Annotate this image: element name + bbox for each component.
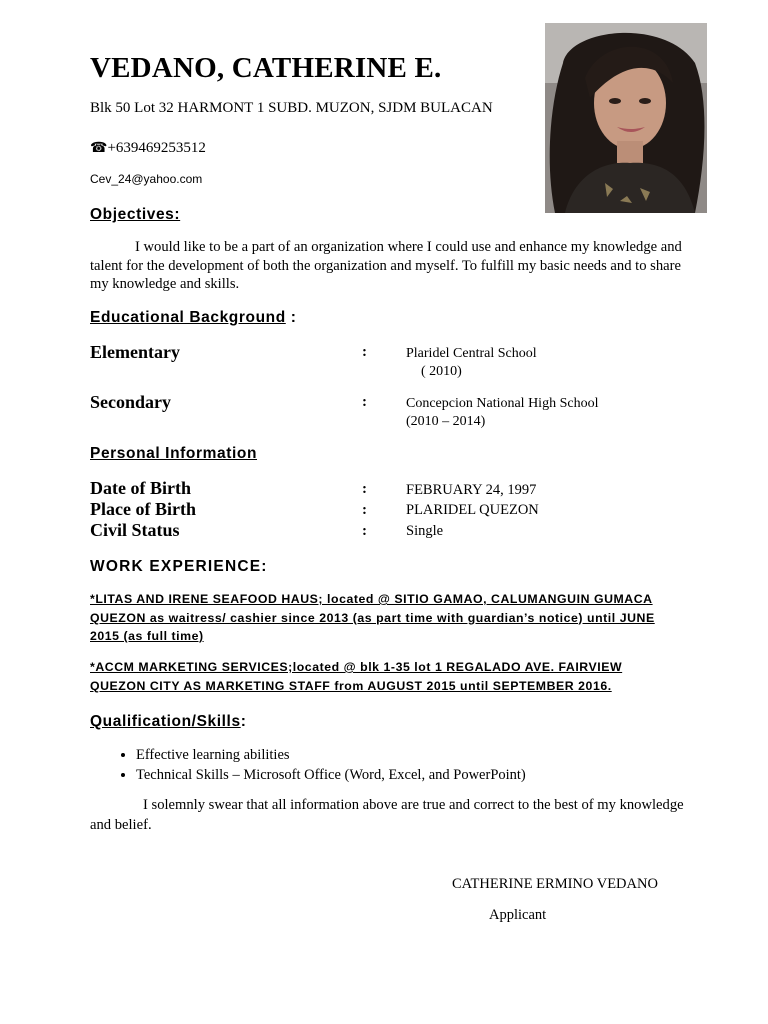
signatory-name: CATHERINE ERMINO VEDANO: [452, 876, 658, 892]
pob-value: PLARIDEL QUEZON: [406, 502, 539, 518]
telephone-icon: ☎: [90, 141, 108, 156]
email-address: Cev_24@yahoo.com: [90, 172, 203, 186]
personal-info-heading: Personal Information: [90, 445, 258, 462]
portrait-illustration: [545, 23, 707, 213]
work-experience-heading: WORK EXPERIENCE:: [90, 558, 268, 575]
civil-status-label: Civil Status: [90, 520, 180, 540]
elementary-school: Plaridel Central School: [406, 346, 537, 361]
skills-list: [90, 746, 690, 785]
secondary-label: Secondary: [90, 392, 171, 412]
elementary-label: Elementary: [90, 342, 180, 362]
phone-number: +639469253512: [107, 140, 206, 156]
profile-photo: [545, 23, 707, 213]
pob-label: Place of Birth: [90, 499, 196, 519]
education-heading: Educational Background :: [90, 309, 297, 326]
objectives-text: I would like to be a part of an organization where I could use and enhance my knowledge and talent for the development of both the organization and myself. To fulfill my basic needs and to share my knowledge and skills.: [90, 239, 682, 292]
civil-status-value: Single: [406, 523, 444, 539]
declaration-text: I solemnly swear that all information above are true and correct to the best of my knowledge and belief.: [90, 797, 684, 833]
skills-heading: Qualification/Skills:: [90, 713, 247, 730]
work-item: *ACCM MARKETING SERVICES;located @ blk 1-35 lot 1 REGALADO AVE. FAIRVIEW QUEZON CITY AS MARKETING STAFF from AUGUST 2015 until SEPTEMBER 2016.: [90, 660, 623, 693]
skills-list-container: [90, 746, 690, 785]
dob-colon: :: [362, 481, 367, 497]
applicant-name: VEDANO, CATHERINE E.: [90, 52, 442, 84]
work-item: *LITAS AND IRENE SEAFOOD HAUS; located @ SITIO GAMAO, CALUMANGUIN GUMACA QUEZON as waitress/ cashier since 2013 (as part time with guardian’s notice) until JUNE 2015 (as full time): [90, 592, 655, 643]
skill-item: • Effective learning abilities: [136, 746, 690, 766]
phone-line: [90, 140, 206, 157]
skill-item: • Technical Skills – Microsoft Office (Word, Excel, and PowerPoint): [136, 766, 690, 786]
secondary-years: (2010 – 2014): [406, 414, 486, 429]
elementary-years: ( 2010): [421, 364, 462, 379]
signatory-role: Applicant: [489, 907, 547, 923]
civil-status-colon: :: [362, 523, 367, 539]
secondary-school: Concepcion National High School: [406, 396, 599, 411]
secondary-colon: :: [362, 394, 367, 410]
dob-label: Date of Birth: [90, 478, 191, 498]
objectives-heading: Objectives:: [90, 206, 181, 223]
dob-value: FEBRUARY 24, 1997: [406, 482, 537, 498]
elementary-colon: :: [362, 344, 367, 360]
pob-colon: :: [362, 502, 367, 518]
home-address: Blk 50 Lot 32 HARMONT 1 SUBD. MUZON, SJDM BULACAN: [90, 100, 493, 116]
